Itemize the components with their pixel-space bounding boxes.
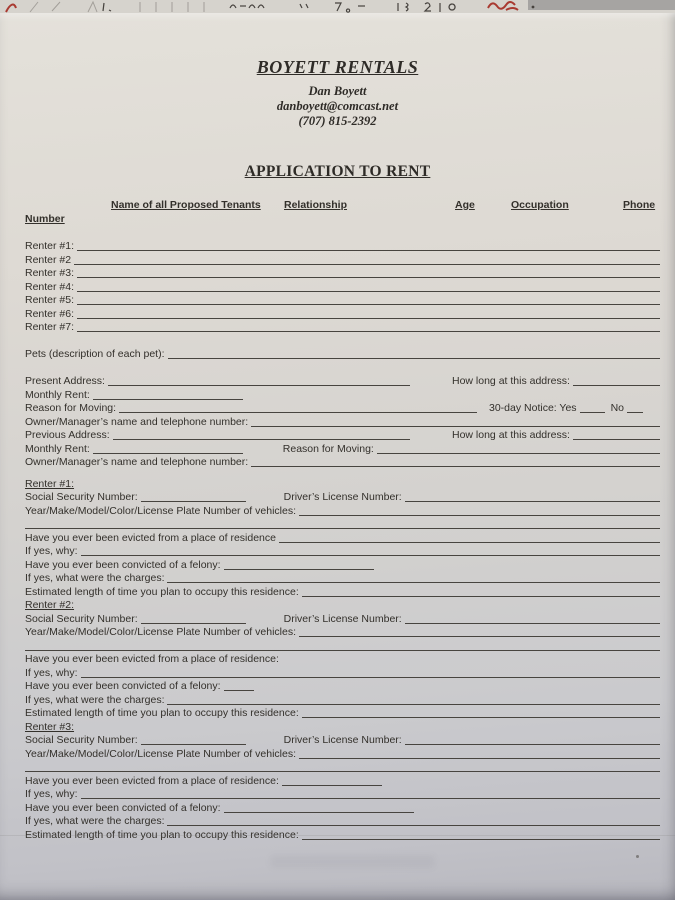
ssn-label: Social Security Number: [25, 734, 138, 746]
blank-line [299, 515, 660, 516]
blank-line [77, 331, 660, 332]
how-long-group [452, 375, 660, 389]
ink-dot [636, 855, 639, 858]
contact-phone: (707) 815-2392 [298, 114, 377, 128]
vehicles-row [25, 626, 660, 640]
contact-name: Dan Boyett [308, 84, 367, 98]
tenant-row [25, 308, 660, 322]
business-name: BOYETT RENTALS [256, 57, 419, 77]
column-header-phone: Phone [623, 199, 656, 211]
reason-moving-label: Reason for Moving: [25, 402, 117, 414]
renter-section-3 [25, 721, 660, 843]
continuation-line-row [25, 640, 660, 654]
tenant-row-label: Renter #5: [25, 294, 75, 306]
form-title: APPLICATION TO RENT [244, 163, 431, 180]
blank-line [77, 277, 660, 278]
present-address-label: Present Address: [25, 375, 105, 387]
tenant-row [25, 294, 660, 308]
section-header-row [25, 599, 660, 613]
present-address-row [25, 375, 660, 389]
ssn-row [25, 613, 660, 627]
reason-moving-label: Reason for Moving: [282, 442, 374, 455]
show-through-smudge [270, 855, 435, 868]
how-long-label: How long at this address: [452, 375, 570, 387]
felony-row [25, 680, 660, 694]
why-row [25, 545, 660, 559]
vehicles-label: Year/Make/Model/Color/License Plate Number of vehicles: [25, 747, 296, 760]
vehicles-row [25, 748, 660, 762]
blank-line [302, 839, 660, 840]
monthly-rent-label: Monthly Rent: [25, 388, 90, 401]
column-header-name: Name of all Proposed Tenants [111, 199, 261, 211]
charges-question: If yes, what were the charges: [25, 815, 165, 827]
owner-manager-label: Owner/Manager’s name and telephone number: [25, 415, 249, 428]
evicted-row [25, 775, 660, 789]
spacer [25, 470, 660, 478]
continuation-line-row [25, 518, 660, 532]
vehicles-row [25, 505, 660, 519]
why-row [25, 788, 660, 802]
evicted-question: Have you ever been evicted from a place of residence [25, 531, 276, 544]
column-header-occupation: Occupation [511, 199, 569, 211]
owner-manager-label: Owner/Manager’s name and telephone number: [25, 456, 249, 468]
blank-line [108, 385, 410, 386]
blank-line [377, 453, 660, 454]
occupy-question: Estimated length of time you plan to occupy this residence: [25, 828, 299, 841]
tenant-row-label: Renter #4: [25, 280, 75, 293]
blank-line [77, 250, 660, 251]
how-long-label: How long at this address: [452, 429, 570, 441]
blank-line [580, 412, 605, 413]
occupy-question: Estimated length of time you plan to occupy this residence: [25, 707, 299, 719]
renter-section-1 [25, 478, 660, 600]
continuation-line-row [25, 761, 660, 775]
blank-line [573, 439, 660, 440]
tenant-row-label: Renter #7: [25, 321, 75, 333]
license-label: Driver’s License Number: [283, 612, 402, 625]
blank-line [302, 596, 660, 597]
blank-line [251, 466, 660, 467]
monthly-rent-row [25, 389, 660, 403]
blank-line [279, 542, 660, 543]
blank-line [251, 426, 660, 427]
felony-row [25, 559, 660, 573]
blank-line [77, 291, 660, 292]
blank-line [81, 555, 660, 556]
ssn-row [25, 491, 660, 505]
blank-line [141, 744, 246, 745]
blank-line [74, 264, 660, 265]
blank-line [77, 304, 660, 305]
occupy-row [25, 707, 660, 721]
felony-question: Have you ever been convicted of a felony: [25, 680, 221, 692]
ssn-label: Social Security Number: [25, 491, 138, 503]
blank-line [93, 399, 243, 400]
why-question: If yes, why: [25, 545, 78, 557]
blank-line [167, 582, 660, 583]
evicted-question: Have you ever been evicted from a place of residence: [25, 774, 279, 787]
felony-question: Have you ever been convicted of a felony: [25, 801, 221, 814]
previous-address-row [25, 429, 660, 443]
charges-question: If yes, what were the charges: [25, 572, 165, 584]
evicted-row [25, 532, 660, 546]
application-form-sheet [0, 13, 675, 900]
why-question: If yes, why: [25, 666, 78, 679]
blank-line [224, 690, 254, 691]
monthly-rent-row [25, 443, 660, 457]
vehicles-label: Year/Make/Model/Color/License Plate Number of vehicles: [25, 504, 296, 517]
tenant-row [25, 281, 660, 295]
license-label: Driver’s License Number: [283, 491, 402, 503]
paper-crease [0, 835, 675, 836]
form-body [25, 240, 660, 842]
notice-group [489, 402, 660, 416]
tenant-row [25, 254, 660, 268]
notice-no-label: No [610, 402, 624, 414]
blank-line [77, 318, 660, 319]
owner-manager-row [25, 416, 660, 430]
tenant-row-label: Renter #3: [25, 267, 75, 279]
monthly-rent-label: Monthly Rent: [25, 442, 90, 455]
ssn-row [25, 734, 660, 748]
why-row [25, 667, 660, 681]
felony-row [25, 802, 660, 816]
charges-row [25, 694, 660, 708]
section-header-row [25, 721, 660, 735]
renter-section-2 [25, 599, 660, 721]
spacer-row [25, 362, 660, 376]
blank-line [167, 825, 660, 826]
letterhead [0, 57, 675, 129]
blank-line [573, 385, 660, 386]
blank-line [93, 453, 243, 454]
evicted-row [25, 653, 660, 667]
occupy-row [25, 586, 660, 600]
pets-row [25, 348, 660, 362]
blank-line [405, 744, 660, 745]
column-header-age: Age [455, 199, 475, 211]
blank-line [299, 758, 660, 759]
blank-line [25, 771, 660, 772]
owner-manager-row [25, 456, 660, 470]
blank-line [302, 717, 660, 718]
occupy-question: Estimated length of time you plan to occupy this residence: [25, 585, 299, 598]
section-label: Renter #2: [25, 599, 75, 611]
blank-line [282, 785, 382, 786]
contact-email: danboyett@comcast.net [276, 99, 399, 113]
blank-line [224, 569, 374, 570]
reason-moving-row [25, 402, 660, 416]
blank-line [25, 650, 660, 651]
blank-line [405, 501, 660, 502]
blank-line [405, 623, 660, 624]
tenant-row-label: Renter #6: [25, 307, 75, 320]
tenant-row [25, 240, 660, 254]
why-question: If yes, why: [25, 788, 78, 800]
ssn-label: Social Security Number: [25, 612, 138, 625]
blank-line [224, 812, 414, 813]
tenant-row-label: Renter #2 [25, 253, 72, 266]
charges-row [25, 572, 660, 586]
blank-line [81, 798, 660, 799]
notice-yes-label: 30-day Notice: Yes [489, 402, 577, 414]
blank-line [627, 412, 643, 413]
evicted-question: Have you ever been evicted from a place of residence: [25, 653, 279, 665]
charges-row [25, 815, 660, 829]
how-long-group [452, 429, 660, 443]
section-label: Renter #1: [25, 477, 75, 490]
column-header-number: Number [25, 213, 65, 225]
tenant-row [25, 267, 660, 281]
previous-address-label: Previous Address: [25, 429, 110, 441]
blank-line [168, 358, 661, 359]
blank-line [299, 636, 660, 637]
tenant-row-label: Renter #1: [25, 240, 75, 252]
blank-line [113, 439, 410, 440]
felony-question: Have you ever been convicted of a felony: [25, 558, 221, 571]
section-label: Renter #3: [25, 720, 75, 733]
tenant-row [25, 321, 660, 335]
vehicles-label: Year/Make/Model/Color/License Plate Number of vehicles: [25, 626, 296, 638]
charges-question: If yes, what were the charges: [25, 693, 165, 706]
blank-line [167, 704, 660, 705]
blank-line [141, 623, 246, 624]
blank-line [81, 677, 660, 678]
spacer-row [25, 335, 660, 349]
blank-line [119, 412, 477, 413]
pets-label: Pets (description of each pet): [25, 348, 165, 360]
license-label: Driver’s License Number: [283, 734, 402, 746]
column-header-relationship: Relationship [284, 199, 348, 211]
section-header-row [25, 478, 660, 492]
blank-line [25, 528, 660, 529]
blank-line [141, 501, 246, 502]
